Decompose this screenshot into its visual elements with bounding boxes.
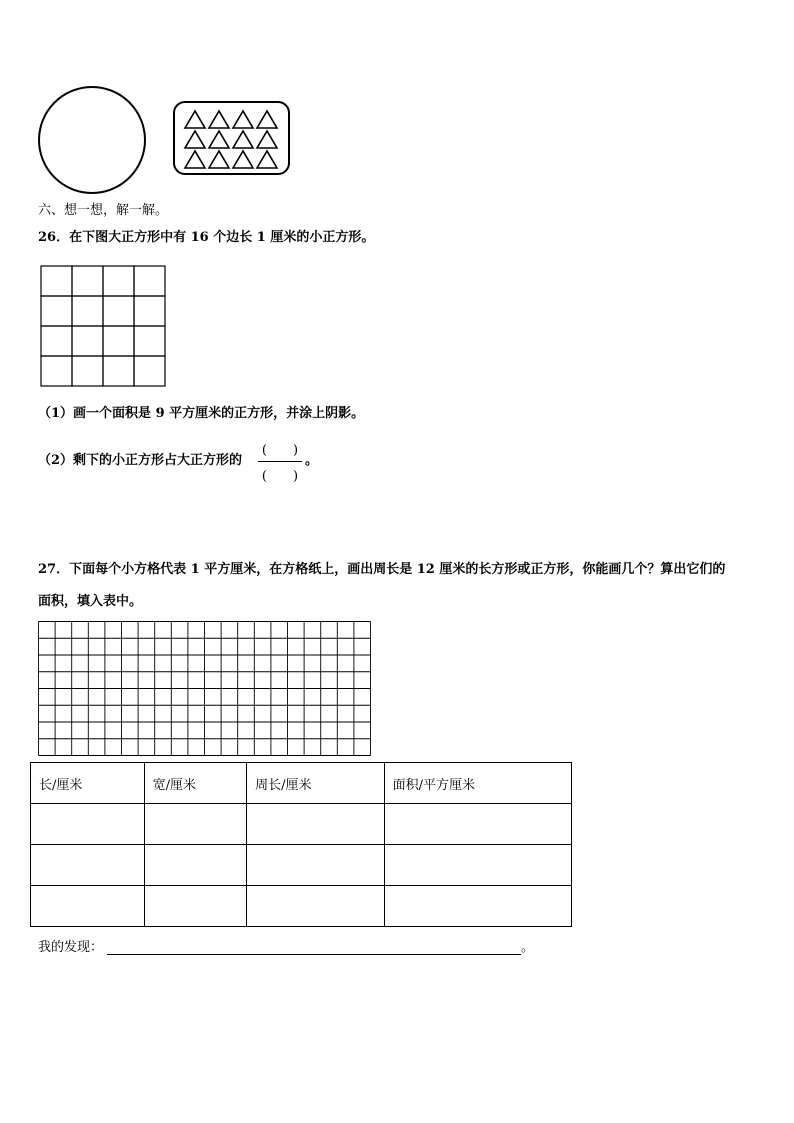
triangle-icon (185, 151, 205, 168)
grid-cell (134, 266, 165, 296)
table-row (31, 886, 572, 927)
table-header-row (31, 763, 572, 804)
table-cell[interactable] (31, 845, 145, 886)
triangle-icon (185, 131, 205, 148)
triangle-icon (257, 111, 277, 128)
table-header-cell: 宽/厘米 (144, 763, 247, 804)
q27-line1: 27．下面每个小方格代表 1 平方厘米，在方格纸上，画出周长是 12 厘米的长方形或正方形，你能画几个？算出它们的 (38, 562, 726, 577)
big-square-grid (40, 265, 168, 387)
fraction-denominator[interactable]: ( ) (261, 469, 299, 484)
grid-cell (41, 266, 72, 296)
grid-cell (41, 326, 72, 356)
table-row (31, 845, 572, 886)
q26-part2-prefix: （2）剩下的小正方形占大正方形的 (38, 453, 243, 468)
grid-cell (72, 326, 103, 356)
triangle-icon (257, 151, 277, 168)
q26-part1: （1）画一个面积是 9 平方厘米的正方形，并涂上阴影。 (38, 406, 365, 421)
grid-cell (72, 356, 103, 386)
q26-part2-suffix: 。 (305, 453, 319, 468)
grid-cell (41, 356, 72, 386)
grid-cell (103, 266, 134, 296)
table-header-cell: 长/厘米 (31, 763, 145, 804)
grid-cell (103, 356, 134, 386)
triangle-icon (209, 151, 229, 168)
grid-cell (134, 356, 165, 386)
grid-cell (41, 296, 72, 326)
grid-cell (72, 266, 103, 296)
fraction-bar (258, 461, 302, 462)
finding-end: 。 (521, 940, 535, 955)
table-cell[interactable] (384, 886, 571, 927)
table-cell[interactable] (247, 804, 385, 845)
graph-paper[interactable] (38, 621, 374, 757)
triangle-icon (233, 151, 253, 168)
answer-table (30, 762, 572, 927)
triangle-group (183, 109, 283, 169)
table-cell[interactable] (247, 845, 385, 886)
table-header-cell: 面积/平方厘米 (384, 763, 571, 804)
table-cell[interactable] (31, 804, 145, 845)
fraction-numerator[interactable]: ( ) (261, 443, 299, 458)
grid-cell (103, 326, 134, 356)
q27-line2: 面积，填入表中。 (38, 594, 143, 609)
grid-cell (134, 326, 165, 356)
triangle-icon (233, 131, 253, 148)
triangle-icon (209, 111, 229, 128)
table-header-cell: 周长/厘米 (247, 763, 385, 804)
grid-cell (134, 296, 165, 326)
table-row (31, 804, 572, 845)
table-cell[interactable] (144, 804, 247, 845)
grid-cell (103, 296, 134, 326)
triangle-icon (209, 131, 229, 148)
table-cell[interactable] (384, 804, 571, 845)
fraction-blank[interactable] (256, 439, 304, 485)
section-heading: 六、想一想，解一解。 (38, 203, 169, 218)
table-cell[interactable] (384, 845, 571, 886)
finding-label: 我的发现： (38, 940, 104, 955)
q26-text: 26．在下图大正方形中有 16 个边长 1 厘米的小正方形。 (38, 230, 375, 245)
circle-figure (38, 86, 146, 194)
triangle-icon (233, 111, 253, 128)
finding-answer-line[interactable] (107, 954, 521, 955)
table-cell[interactable] (144, 886, 247, 927)
triangle-icon (185, 111, 205, 128)
triangle-icon (257, 131, 277, 148)
triangle-box (173, 101, 290, 175)
table-cell[interactable] (31, 886, 145, 927)
table-cell[interactable] (247, 886, 385, 927)
grid-cell (72, 296, 103, 326)
table-cell[interactable] (144, 845, 247, 886)
